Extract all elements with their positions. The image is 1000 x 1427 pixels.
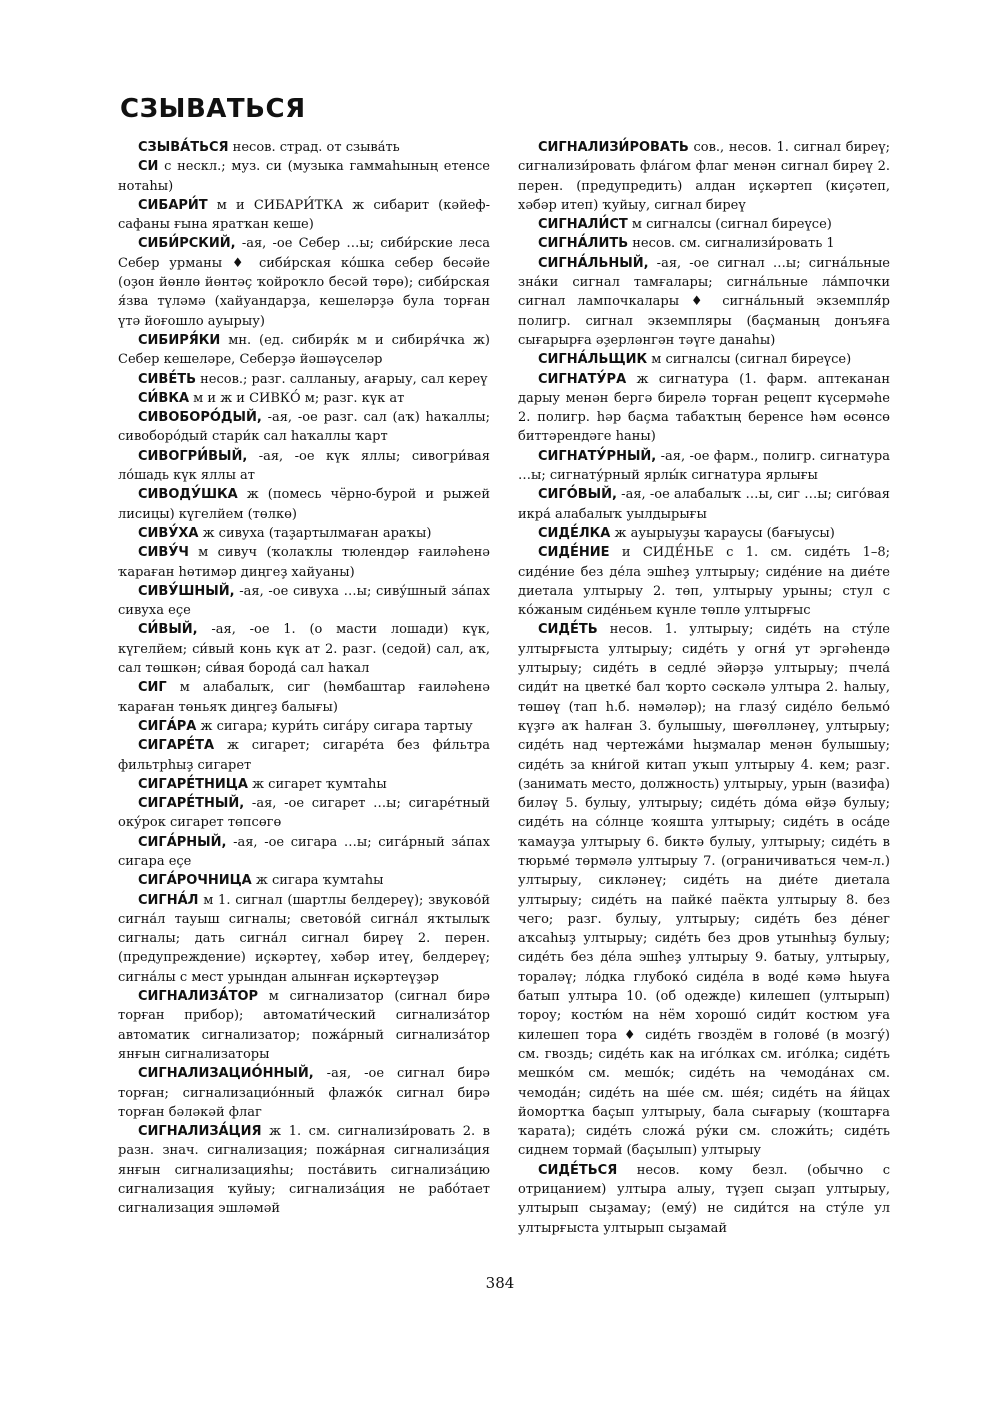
headword: СИГА́РОЧНИЦА [138,873,252,889]
definition: м сигнализатор (сигнал бирә торған прибор); автомати́ческий сигнализа́тор автоматик сигнализатор; пожа́рный сигнализа́тор янғын сигнализаторы [118,989,490,1062]
dictionary-entry [118,833,490,872]
dictionary-entry [518,234,890,253]
definition: ж сигарет ҡумтаһы [247,776,387,792]
headword: СИГНАЛИЗАЦИО́ННЫЙ, [138,1066,314,1082]
dictionary-entry [118,447,490,486]
dictionary-entry [118,485,490,524]
definition: и СИДЕ́НЬЕ с 1. см. сиде́ть 1–8; сиде́ние без де́ла эшһеҙ ултырыу; сиде́ние на дие́те диетала ултырыу 2. төп, ултырыу урыны; стул с ко́жаным сиде́ньем күнле төплө ултырғыс [518,545,890,619]
dictionary-entry [118,717,490,736]
definition: -ая, -ое алабалыҡ …ы, сиг …ы; сиго́вая икра́ алабалыҡ уылдырығы [518,487,890,522]
definition: ж сигара; кури́ть сига́ру сигара тартыу [196,718,473,734]
definition: м сивуч (ҡолаҡлы тюлендәр ғаиләһенә ҡараған һөтимәр диңгеҙ хайуаны) [118,545,490,580]
dictionary-entry [518,138,890,215]
headword: СИГНА́ЛИТЬ [538,236,629,252]
left-column [118,138,490,1219]
dictionary-entry [118,370,490,389]
headword: СИБИ́РСКИЙ, [138,236,236,252]
headword: СИГНАЛИЗИ́РОВАТЬ [538,140,689,155]
headword: СИ́ВКА [138,390,190,406]
dictionary-entry [118,620,490,678]
headword: СИГНА́Л [138,892,199,908]
headword: СИГ [138,680,167,696]
headword: СИВУ́ХА [138,525,199,541]
dictionary-entry [118,1064,490,1122]
dictionary-entry [118,408,490,447]
definition: сов., несов. 1. сигнал биреү; сигнализи́ровать фла́гом флаг менән сигнал биреү 2. перен. (предупредить) алдан иҫкәртеп (киҫәтеп, хәбәр итеп) ҡуйыу, сигнал биреү [518,140,890,213]
definition: м сигналсы (сигнал биреүсе) [627,217,832,233]
running-head: СЗЫВАТЬСЯ [120,94,306,124]
dictionary-entry [118,1122,490,1218]
definition: -ая, -ое фарм., полигр. сигнатура …ы; сигнату́рный ярлы́к сигнатура ярлығы [518,448,890,484]
page-number: 384 [485,1274,515,1292]
definition: ж ауырыуҙы ҡараусы (бағыусы) [610,525,835,541]
dictionary-entry [118,871,490,890]
dictionary-entry [518,447,890,486]
definition: -ая, -ое 1. (о масти лошади) күк, күгелйем; си́вый конь күк ат 2. разг. (седой) сал, аҡ, сал төшкән; си́вая борода́ сал һаҡал [118,622,490,677]
headword: СИГАРЕ́ТНЫЙ, [138,796,245,812]
definition: несов. кому безл. (обычно с отрицанием) ултыра алыу, түҙеп сыҙап ултырыу, ултырып сыҙамау; (ему́) не сиди́тся на сту́ле ул ултырғыста ултырып сыҙамай [518,1162,890,1236]
headword: СИГАРЕ́ТА [138,738,215,754]
definition: -ая, -ое разг. сал (аҡ) һаҡаллы; сивоборо́дый стари́к сал һаҡаллы ҡарт [118,410,490,445]
definition: м алабалыҡ, сиг (һөмбаштар ғаиләһенә ҡараған төньяҡ диңгеҙ балығы) [118,680,490,715]
dictionary-entry [118,524,490,543]
headword: СИБИРЯ́КИ [138,332,221,348]
dictionary-entry [118,389,490,408]
dictionary-entry [118,794,490,833]
headword: СИГНАТУ́РА [538,371,627,387]
definition: несов. страд. от сзыва́ть [228,140,400,155]
headword: СИГАРЕ́ТНИЦА [138,776,248,792]
headword: СИВОГРИ́ВЫЙ, [138,448,248,464]
definition: с нескл.; муз. си (музыка гаммаһының етенсе нотаһы) [118,159,490,194]
dictionary-entry [518,254,890,350]
definition: м и ж и СИВКО́ м; разг. күк ат [189,390,405,406]
dictionary-entry [118,987,490,1064]
headword: СЗЫВА́ТЬСЯ [138,140,229,155]
definition: ж сигнатура (1. фарм. аптеканан дарыу менән бергә бирелә торған рецепт күсермәһе 2. полигр. һәр баҫма табаҡтың беренсе һәм өсөнсө биттәрендәге һаны) [518,371,890,445]
dictionary-entry [518,543,890,620]
dictionary-entry [118,157,490,196]
headword: СИДЕ́ЛКА [538,525,611,541]
dictionary-entry [118,736,490,775]
headword: СИГА́РА [138,718,197,734]
headword: СИБАРИ́Т [138,197,208,213]
headword: СИВОБОРО́ДЫЙ, [138,410,262,426]
definition: м 1. сигнал (шартлы белдереү); звуково́й сигна́л тауыш сигналы; светово́й сигна́л яҡтылыҡ сигналы; дать сигна́л сигнал биреү 2. перен. (предупреждение) иҫкәртеү, хәбәр итеү, белдереү; сигна́лы с мест урындан алынған иҫкәртеүҙәр [118,892,490,985]
definition: ж (помесь чёрно-бурой и рыжей лисицы) күгелйем (төлкө) [118,487,490,522]
definition: ж сивуха (таҙартылмаған араҡы) [198,525,432,541]
dictionary-entry [518,215,890,234]
dictionary-entry [518,524,890,543]
headword: СИГНАЛИ́СТ [538,217,628,233]
definition: -ая, -ое сивуха …ы; сиву́шный за́пах сивуха еҫе [118,583,490,619]
dictionary-entry [118,331,490,370]
definition: -ая, -ое күк яллы; сивогри́вая ло́шадь күк яллы ат [118,448,490,484]
dictionary-entry [118,582,490,621]
definition: несов. см. сигнализи́ровать 1 [628,236,835,252]
headword: СИВУ́Ч [138,545,189,561]
dictionary-entry [118,543,490,582]
headword: СИВОДУ́ШКА [138,487,238,503]
headword: СИГНА́ЛЬНЫЙ, [538,255,649,271]
definition: ж сигарет; сигаре́та без фи́льтра фильтрһыҙ сигарет [118,738,490,773]
headword: СИГА́РНЫЙ, [138,834,227,850]
definition: -ая, -ое сигарет …ы; сигаре́тный оку́рок сигарет төпсөгө [118,796,490,831]
definition: -ая, -ое сигнал бирә торған; сигнализацио́нный флажо́к сигнал бирә торған бәләкәй флаг [118,1066,490,1120]
definition: мн. (ед. сибиря́к м и сибиря́чка ж) Себер кешеләре, Себерҙә йәшәүселәр [118,332,490,368]
headword: СИ [138,159,159,175]
dictionary-entry [518,485,890,524]
headword: СИГО́ВЫЙ, [538,487,617,503]
dictionary-entry [118,234,490,330]
headword: СИДЕ́ТЬ [538,622,598,638]
definition: -ая, -ое сигара …ы; сига́рный за́пах сигара еҫе [118,834,490,869]
definition: ж сигара ҡумтаһы [251,873,384,889]
dictionary-entry [118,775,490,794]
dictionary-entry [518,350,890,369]
definition: ж 1. см. сигнализи́ровать 2. в разн. знач. сигнализация; пожа́рная сигнализа́ция янғын сигнализацияһы; поста́вить сигнализа́цию сигнализация ҡуйыу; сигнализа́ция не рабо́тает сигнализация эшләмәй [118,1124,490,1217]
dictionary-entry [118,891,490,987]
right-column [518,138,890,1238]
headword: СИДЕ́ТЬСЯ [538,1162,618,1178]
dictionary-entry [518,1161,890,1238]
dictionary-entry [118,196,490,235]
definition: несов. 1. ултырыу; сиде́ть на сту́ле ултырғыста ултырыу; сиде́ть у огня́ ут эргәһендә ултырыу; сиде́ть в седле́ эйәрҙә ултырыу; пчела́ сиди́т на цветке́ бал ҡорто сәскәлә ултыра 2. һалыу, төшөү (тап һ.б. нәмәләр); на глазу́ сиде́ло бельмо́ күҙгә аҡ һалған 3. булышыу, шөғөлләнеү, ултырыу; сиде́ть над чертежа́ми һыҙмалар менән булышыу; сиде́ть за кни́гой китап уҡып ултырыу 4. кем; разг. (занимать место, должность) ултырыу, урын (вазифа) биләү 5. булыу, ултырыу; сиде́ть до́ма өйҙә булыу; сиде́ть на со́лнце ҡояшта ултырыу; сиде́ть в оса́де ҡамауҙа ултырыу 6. биктә булыу, ултырыу; сиде́ть в тюрьме́ төрмәлә ултырыу 7. (ограничиваться чем-л.) ултырыу, сикләнеү; сиде́ть на дие́те диетала ултырыу; сиде́ть на пайке́ паёкта ултырыу 8. без чего; разг. булыу, ултырыу; сиде́ть без де́нег аҡсаһыҙ ултырыу; сиде́ть без дров утынһыҙ булыу; сиде́ть без де́ла эшһеҙ ултырыу 9. батыу, ултырыу, тораләү; ло́дка глубоко́ сиде́ла в воде́ кәмә һыуға батып ултыра 10. (об одежде) килешеп (ултырып) тороу; костю́м на нём хорошо́ сиди́т костюм уға килешеп тора ♦ сиде́ть гвоздём в голове́ (в мозгу́) см. гвоздь; сиде́ть как на иго́лках см. иго́лка; сиде́ть мешко́м см. мешо́к; сиде́ть на чемода́нах см. чемода́н; сиде́ть на ше́е см. ше́я; сиде́ть на я́йцах йомортҡа баҫып ултырыу, бала сығарыу (ҡоштарға ҡарата); сиде́ть сложа́ ру́ки см. сложи́ть; сиде́ть сиднем тормай (баҫылып) ултырыу [518,622,890,1159]
definition: м и СИБАРИ́ТКА ж сибарит (кәйеф-сафаны ғына яратҡан кеше) [118,197,490,233]
headword: СИГНА́ЛЬЩИК [538,352,648,368]
definition: -ая, -ое сигнал …ы; сигна́льные зна́ки сигнал тамғалары; сигна́льные ла́мпочки сигнал лампочкалары ♦ сигна́льный экземпля́р полигр. сигнал экземпляры (баҫманың донъяға сығарырға әҙерләнгән тәүге данаһы) [518,255,890,348]
dictionary-entry [118,138,490,157]
headword: СИВУ́ШНЫЙ, [138,583,235,599]
headword: СИГНАЛИЗА́ЦИЯ [138,1124,262,1140]
headword: СИ́ВЫЙ, [138,622,198,638]
dictionary-entry [518,620,890,1160]
dictionary-entry [118,678,490,717]
headword: СИГНАЛИЗА́ТОР [138,989,259,1005]
definition: несов.; разг. салланыу, ағарыу, сал кереү [196,371,488,387]
definition: -ая, -ое Себер …ы; сиби́рские леса Себер урманы ♦ сиби́рская ко́шка себер бесәйе (оҙон йөнлө йөнтәҫ ҡойроҡло бесәй төрө); сиби́рская я́зва түләмә (хайуандарҙа, кешеләрҙә була торған үтә йоғошло ауырыу) [118,236,490,329]
headword: СИДЕ́НИЕ [538,545,610,561]
definition: м сигналсы (сигнал биреүсе) [647,352,852,368]
headword: СИГНАТУ́РНЫЙ, [538,448,657,464]
headword: СИВЕ́ТЬ [138,371,196,387]
dictionary-entry [518,370,890,447]
